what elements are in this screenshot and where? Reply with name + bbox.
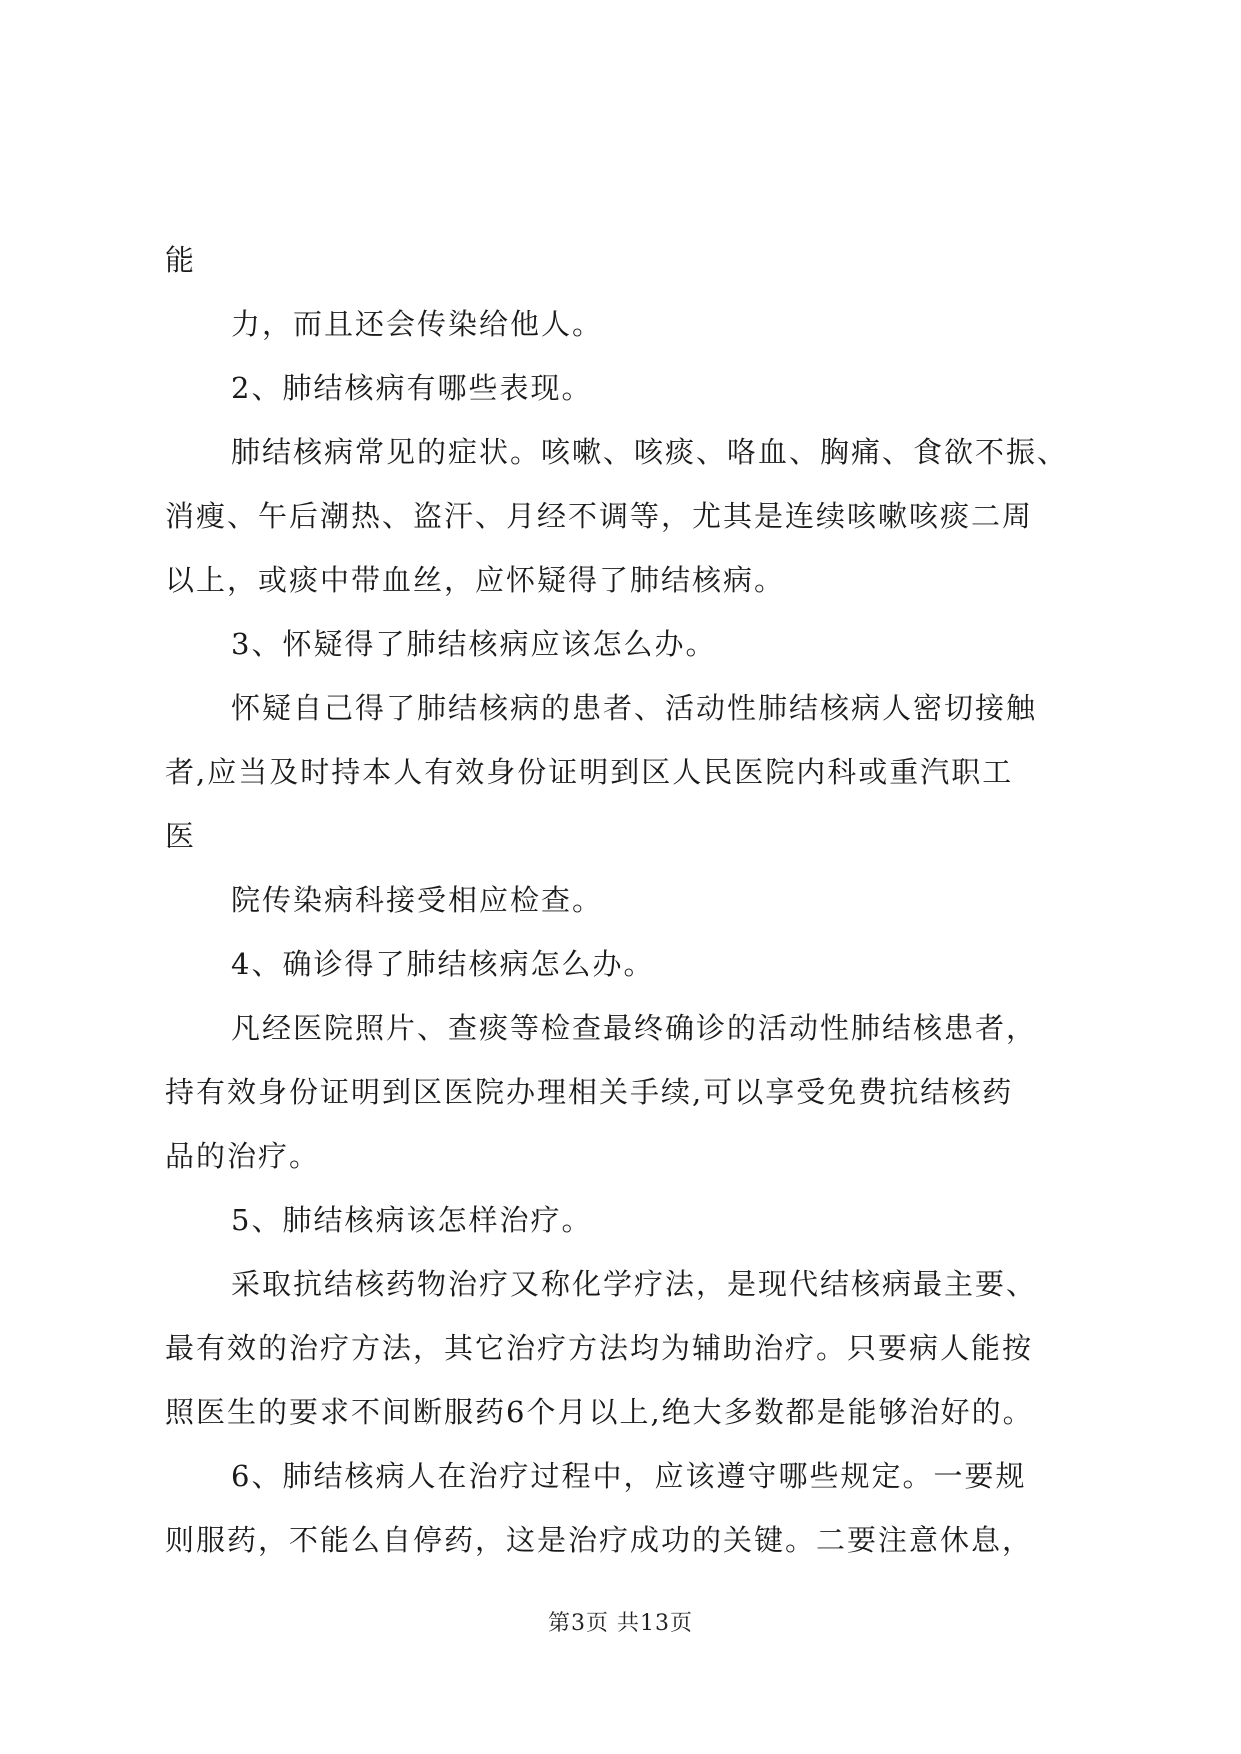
text-line: 以上，或痰中带血丝，应怀疑得了肺结核病。 — [165, 563, 786, 597]
section-heading: 3、怀疑得了肺结核病应该怎么办。 — [231, 627, 717, 661]
page-number-footer: 第3页 共13页 — [548, 1611, 693, 1636]
text-line: 持有效身份证明到区医院办理相关手续,可以享受免费抗结核药 — [165, 1075, 1014, 1109]
text-line: 采取抗结核药物治疗又称化学疗法，是现代结核病最主要、 — [231, 1267, 1038, 1301]
text-line: 医 — [165, 819, 197, 853]
text-line: 院传染病科接受相应检查。 — [231, 883, 604, 917]
text-line: 最有效的治疗方法，其它治疗方法均为辅助治疗。只要病人能按 — [165, 1331, 1034, 1365]
section-heading: 4、确诊得了肺结核病怎么办。 — [231, 947, 655, 981]
text-line: 凡经医院照片、查痰等检查最终确诊的活动性肺结核患者， — [231, 1011, 1038, 1045]
text-line: 照医生的要求不间断服药6个月以上,绝大多数都是能够治好的。 — [165, 1395, 1034, 1429]
text-line: 怀疑自己得了肺结核病的患者、活动性肺结核病人密切接触 — [231, 691, 1038, 725]
document-body — [165, 228, 1085, 1572]
text-line: 消瘦、午后潮热、盗汗、月经不调等，尤其是连续咳嗽咳痰二周 — [165, 499, 1034, 533]
text-line: 品的治疗。 — [165, 1139, 321, 1173]
text-line: 则服药，不能么自停药，这是治疗成功的关键。二要注意休息， — [165, 1523, 1034, 1557]
text-line: 者,应当及时持本人有效身份证明到区人民医院内科或重汽职工 — [165, 755, 1014, 789]
text-line: 肺结核病常见的症状。咳嗽、咳痰、咯血、胸痛、食欲不振、 — [231, 435, 1069, 469]
text-line: 能 — [165, 243, 197, 277]
section-heading: 6、肺结核病人在治疗过程中，应该遵守哪些规定。一要规 — [231, 1459, 1027, 1493]
section-heading: 5、肺结核病该怎样治疗。 — [231, 1203, 593, 1237]
section-heading: 2、肺结核病有哪些表现。 — [231, 371, 593, 405]
text-line: 力，而且还会传染给他人。 — [231, 307, 604, 341]
